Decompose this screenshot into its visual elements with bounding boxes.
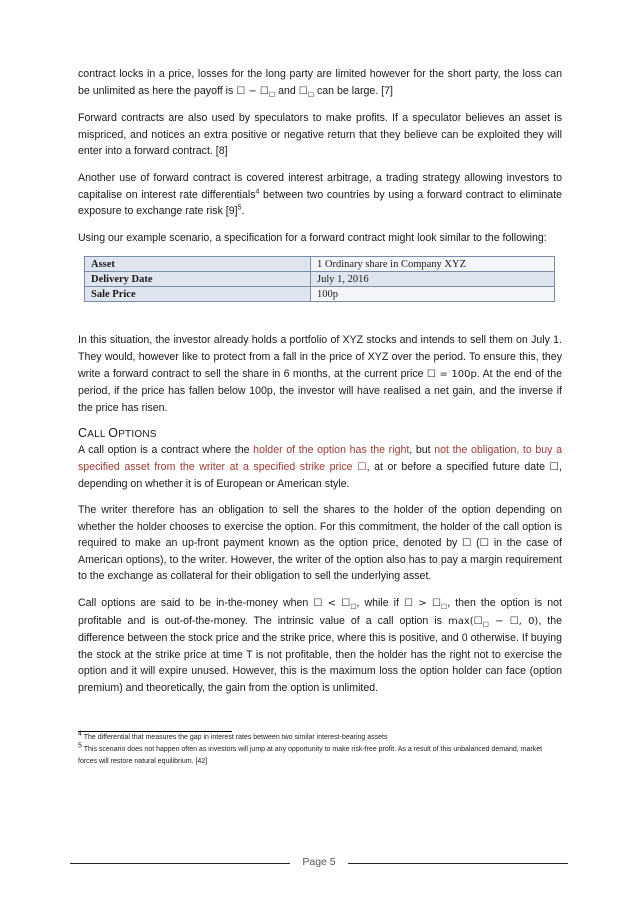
subscript: ☐ xyxy=(307,91,315,99)
table-value: 100p xyxy=(311,287,555,302)
and-word: and xyxy=(278,84,296,97)
table-key: Asset xyxy=(85,257,311,272)
footnote-ref-5[interactable]: 5 xyxy=(237,204,242,212)
paragraph-tail: can be large. [7] xyxy=(316,84,393,97)
footnote-4: 4 The differential that measures the gap in interest rates between two similar interest-bearing assets xyxy=(78,730,388,741)
footer-rule-right xyxy=(348,863,568,864)
payoff-expression: ☐ − ☐ xyxy=(236,85,269,97)
subscript: ☐ xyxy=(482,621,489,629)
table-key: Sale Price xyxy=(85,287,311,302)
paragraph-situation: In this situation, the investor already holds a portfolio of XYZ stocks and intends to sell them on July 1. They would, however like to protect from a fall in the price of XYZ over the period. To ensure this, they write a forward contract to sell the share in 6 months, at the current price ☐ = 100p. At the end of the period, if the price has fallen below 100p, the investor will have realised a net gain, and the inverse if the price has risen. xyxy=(78,334,562,414)
table-row xyxy=(85,287,555,302)
paragraph-payoff: contract locks in a price, losses for the long party are limited however for the short party, the loss can be unlimited as here the payoff is ☐ − $☐_☐$ and $☐_☐$ can be large. [7] xyxy=(78,68,562,99)
highlight-right: holder of the option has the right xyxy=(253,444,410,457)
table-value: July 1, 2016 xyxy=(311,272,555,287)
highlight-obligation: not the obligation, to buy a specified asset from the writer at a specified strike price ☐ xyxy=(78,444,563,473)
footer-rule-left xyxy=(70,863,290,864)
paragraph-writer: The writer therefore has an obligation to sell the shares to the holder of the option depending on whether the holder chooses to exercise the option. For this commitment, the holder of the call option is required to make an up-front payment known as the option price, denoted by ☐ (☐ in the case of American options), to the writer. However, the writer of the option also has to pay a margin requirement to the exchange as collateral for their obligation to sell the underlying asset. xyxy=(78,504,562,583)
math-symbol: ☐ xyxy=(298,85,308,97)
paragraph-arbitrage: Another use of forward contract is covered interest arbitrage, a trading strategy allowing investors to capitalise on interest rate differentials$^4$ between two countries by using a forward contract to eliminate exposure to exchange rate risk $[9]^5$. xyxy=(78,171,562,218)
footnote-5: 5 This scenario does not happen often as investors will jump at any opportunity to make risk-free profit. As a result of this unbalanced demand, market forces will restore natural equilibrium. [42] xyxy=(78,742,543,765)
paragraph-example: Using our example scenario, a specification for a forward contract might look similar to the following: xyxy=(78,231,547,244)
paragraph-speculators: Forward contracts are also used by speculators to make profits. If a speculator believes an asset is mispriced, and notices an extra positive or negative return that they believe can be exploited they will enter into a forward contract. [8] xyxy=(78,112,562,158)
forward-contract-spec-table xyxy=(84,256,555,302)
page-body xyxy=(78,66,562,768)
paragraph-moneyness: Call options are said to be in-the-money when ☐ < $☐_☐$, while if ☐ > $☐_☐$, then the option is not profitable and is out-of-the-money. The intrinsic value of a call option is $\max(☐_☐$ − ☐, 0), the difference between the stock price and the strike price, where this is positive, and 0 otherwise. If buying the stock at the strike price at time T is not profitable, then the holder has the right not to exercise the option and it will expire unused. However, this is the maximum loss the option holder can face (option premium) and theoretically, the gain from the option is unlimited. xyxy=(78,597,563,695)
price-expression: ☐ = 100p xyxy=(426,368,477,380)
footnote-ref-4[interactable]: 4 xyxy=(255,188,260,196)
page-footer xyxy=(70,856,568,870)
section-heading-call-options: CALL OPTIONS xyxy=(78,426,157,441)
math-inequality: ☐ < ☐ xyxy=(313,598,351,610)
paragraph-call-definition: A call option is a contract where the holder of the option has the right, but not the obligation, to buy a specified asset from the writer at a specified strike price ☐, at or before a specified future date ☐, depending on whether it is of European or American style. xyxy=(78,444,563,490)
table-value: 1 Ordinary share in Company XYZ xyxy=(311,257,555,272)
math-inequality: ☐ > ☐ xyxy=(404,598,441,610)
max-expression: max(☐ xyxy=(447,615,483,627)
table-row xyxy=(85,272,555,287)
subscript: ☐ xyxy=(268,91,276,99)
table-key: Delivery Date xyxy=(85,272,311,287)
subscript: ☐ xyxy=(350,604,357,612)
table-row xyxy=(85,257,555,272)
max-expression-tail: − ☐, 0) xyxy=(488,615,539,627)
subscript: ☐ xyxy=(440,604,448,612)
page-number: Page 5 xyxy=(302,856,336,868)
